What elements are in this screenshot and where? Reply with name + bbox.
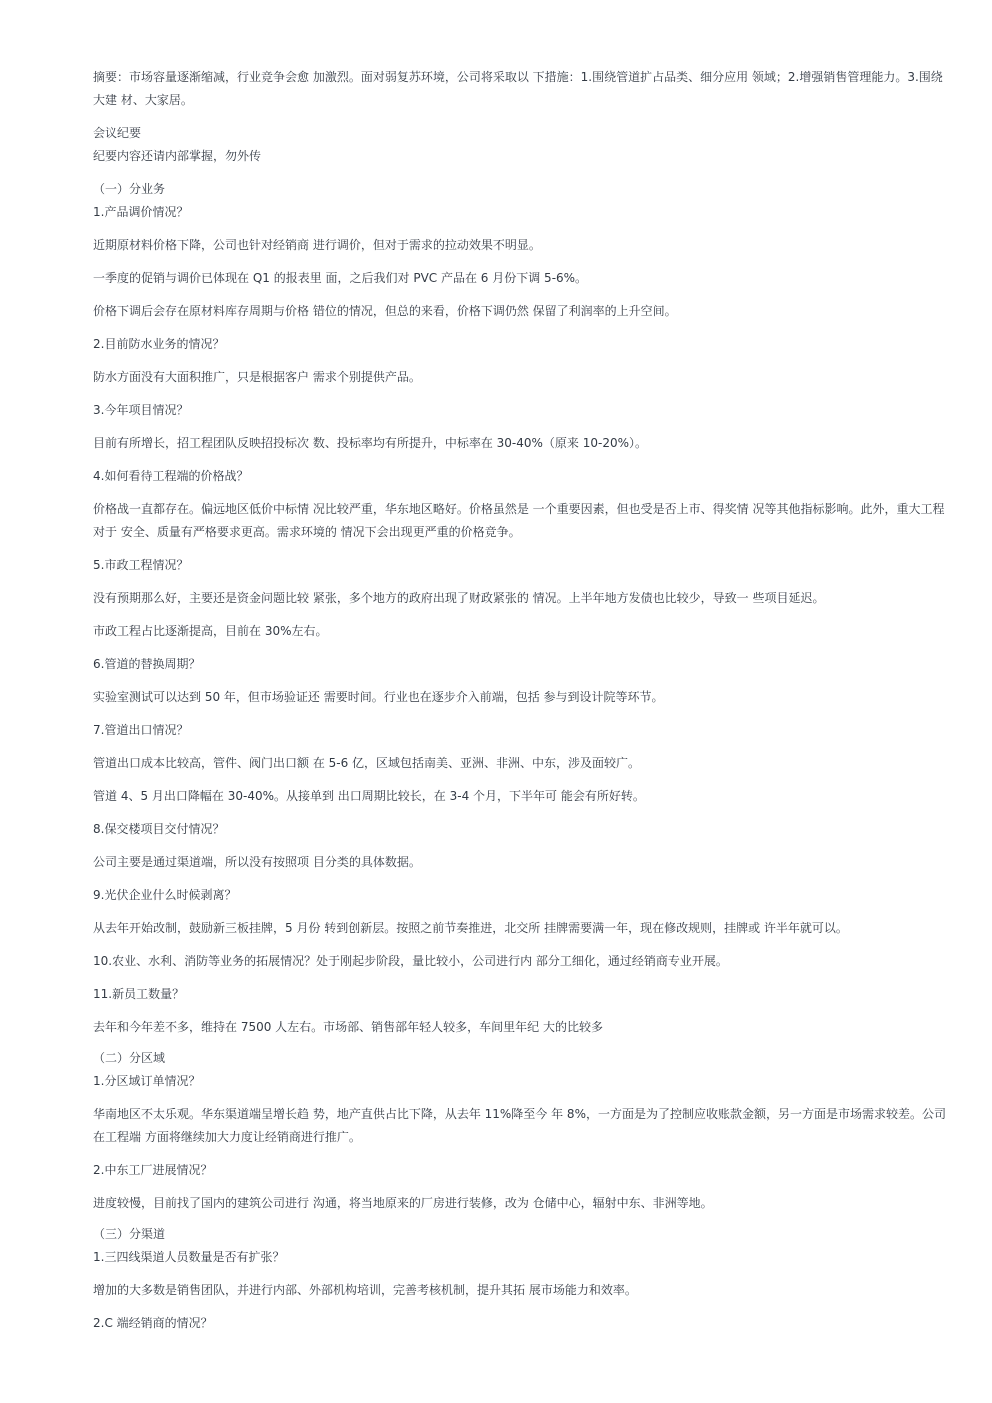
answer-paragraph: 没有预期那么好，主要还是资金问题比较 紧张，多个地方的政府出现了财政紧张的 情况。上半年地方发债也比较少，导致一 些项目延迟。 (93, 591, 825, 605)
question: 2.目前防水业务的情况？ (93, 337, 225, 351)
answer-paragraph: 增加的大多数是销售团队，并进行内部、外部机构培训，完善考核机制，提升其拓 展市场能力和效率。 (93, 1283, 637, 1297)
answer-paragraph: 一季度的促销与调价已体现在 Q1 的报表里 面，之后我们对 PVC 产品在 6 月份下调 5-6%。 (93, 271, 588, 285)
question: 6.管道的替换周期？ (93, 657, 201, 671)
question: 1.产品调价情况？ (93, 205, 189, 219)
question: 3.今年项目情况？ (93, 403, 189, 417)
answer-paragraph: 公司主要是通过渠道端，所以没有按照项 目分类的具体数据。 (93, 855, 421, 869)
answer-paragraph: 目前有所增长，招工程团队反映招投标次 数、投标率均有所提升，中标率在 30-40%（原来 10-20%）。 (93, 436, 647, 450)
question: 8.保交楼项目交付情况？ (93, 822, 225, 836)
sections-container (93, 178, 953, 1335)
section-heading: （三）分渠道 (93, 1227, 166, 1241)
answer-paragraph: 进度较慢，目前找了国内的建筑公司进行 沟通，将当地原来的厂房进行装修，改为 仓储中心，辐射中东、非洲等地。 (93, 1196, 713, 1210)
summary-paragraph: 摘要：市场容量逐渐缩减，行业竞争会愈 加激烈。面对弱复苏环境，公司将采取以 下措施：1.围绕管道扩占品类、细分应用 领域；2.增强销售管理能力。3.围绕大建 材、大家居。 (93, 70, 943, 107)
question: 4.如何看待工程端的价格战？ (93, 469, 249, 483)
answer-paragraph: 管道出口成本比较高，管件、阀门出口额 在 5-6 亿，区域包括南美、亚洲、非洲、中东，涉及面较广。 (93, 756, 641, 770)
answer-paragraph: 价格战一直都存在。偏远地区低价中标情 况比较严重，华东地区略好。价格虽然是 一个重要因素，但也受是否上市、得奖情 况等其他指标影响。此外，重大工程对于 安全、质量有严格要求更高。需求环境的 情况下会出现更严重的价格竞争。 (93, 502, 945, 539)
answer-paragraph: 从去年开始改制，鼓励新三板挂牌，5 月份 转到创新层。按照之前节奏推进，北交所 挂牌需要满一年，现在修改规则，挂牌或 许半年就可以。 (93, 921, 848, 935)
answer-paragraph: 去年和今年差不多，维持在 7500 人左右。市场部、销售部年轻人较多，车间里年纪 大的比较多 (93, 1020, 603, 1034)
answer-paragraph: 市政工程占比逐渐提高，目前在 30%左右。 (93, 624, 328, 638)
question: 1.三四线渠道人员数量是否有扩张？ (93, 1250, 285, 1264)
question: 5.市政工程情况？ (93, 558, 189, 572)
answer-paragraph: 价格下调后会存在原材料库存周期与价格 错位的情况，但总的来看，价格下调仍然 保留了利润率的上升空间。 (93, 304, 677, 318)
question: 9.光伏企业什么时候剥离？ (93, 888, 237, 902)
section-heading: （二）分区域 (93, 1051, 166, 1065)
question: 7.管道出口情况？ (93, 723, 189, 737)
answer-paragraph: 实验室测试可以达到 50 年，但市场验证还 需要时间。行业也在逐步介入前端，包括 参与到设计院等环节。 (93, 690, 664, 704)
confidential-notice: 纪要内容还请内部掌握，勿外传 (93, 149, 262, 163)
meeting-title: 会议纪要 (93, 126, 142, 140)
answer-paragraph: 管道 4、5 月出口降幅在 30-40%。从接单到 出口周期比较长，在 3-4 个月，下半年可 能会有所好转。 (93, 789, 645, 803)
document-page (93, 66, 953, 1335)
answer-paragraph: 华南地区不太乐观。华东渠道端呈增长趋 势，地产直供占比下降，从去年 11%降至今 年 8%，一方面是为了控制应收账款金额，另一方面是市场需求较差。公司在工程端 方面将继续加大力度让经销商进行推广。 (93, 1107, 946, 1144)
answer-paragraph: 防水方面没有大面积推广，只是根据客户 需求个别提供产品。 (93, 370, 421, 384)
question: 10.农业、水利、消防等业务的拓展情况？处于刚起步阶段，量比较小，公司进行内 部分工细化，通过经销商专业开展。 (93, 954, 728, 968)
question: 2.C 端经销商的情况？ (93, 1316, 213, 1330)
question: 2.中东工厂进展情况？ (93, 1163, 213, 1177)
question: 1.分区域订单情况？ (93, 1074, 201, 1088)
section-heading: （一）分业务 (93, 182, 166, 196)
question: 11.新员工数量？ (93, 987, 185, 1001)
answer-paragraph: 近期原材料价格下降，公司也针对经销商 进行调价，但对于需求的拉动效果不明显。 (93, 238, 541, 252)
